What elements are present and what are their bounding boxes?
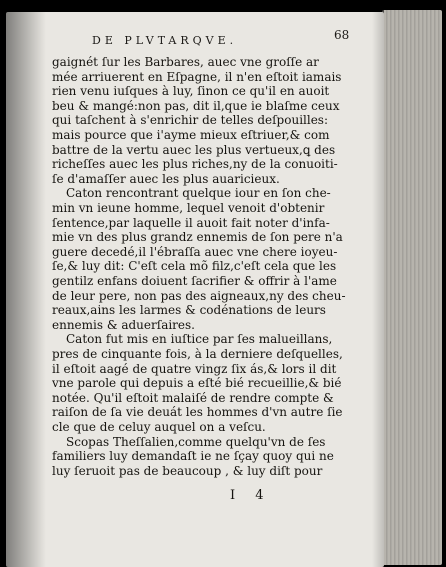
running-head: DE PLVTARQVE. [92, 34, 238, 47]
text-line: Scopas Theſſalien,comme quelqu'vn de ſes [66, 434, 326, 449]
text-line: ſe,& luy dit: C'eſt cela mõ filz,c'eſt cela que les [52, 259, 337, 274]
text-line: qui taſchent à s'enrichir de telles deſpouilles: [52, 113, 329, 128]
page-number: 68 [334, 28, 350, 42]
text-line: vne parole qui depuis a eſté bié recueillie,& bié [52, 376, 342, 391]
text-line: luy ſeruoit pas de beaucoup , & luy diſt pour [52, 463, 323, 478]
text-line: notée. Qu'il eſtoit malaiſé de rendre compte & [52, 390, 334, 405]
text-line: ſentence,par laquelle il auoit fait noter d'infa- [52, 215, 330, 230]
signature-mark: I 4 [230, 488, 272, 503]
text-line: cle que de celuy auquel on a veſcu. [52, 420, 266, 434]
text-line: rien venu iuſques à luy, ſinon ce qu'il en auoit [52, 84, 330, 99]
text-line: richeſſes auec les plus riches,ny de la conuoiti- [52, 157, 338, 172]
text-line: gaignét ſur les Barbares, auec vne groſſe ar [52, 55, 319, 69]
text-line: ennemis & aduerſaires. [52, 317, 195, 332]
gutter-shadow [6, 12, 46, 567]
text-line: battre de la vertu auec les plus vertueux,ꝗ des [52, 142, 336, 157]
text-line: ſe d'amaſſer auec les plus auaricieux. [52, 171, 280, 186]
text-line: mais pource que i'ayme mieux eſtriuer,& com [52, 128, 330, 142]
page-edges [382, 10, 442, 565]
text-line: guere decedé,il l'ébraſſa auec vne chere ioyeu- [52, 244, 338, 259]
text-line: gentilz enfans doiuent ſacrifier & offrir à l'ame [52, 274, 337, 288]
text-line: mie vn des plus grandz ennemis de ſon pere n'a [52, 230, 343, 245]
text-line: beu & mangé:non pas, dit il,que ie blaſme ceux [52, 98, 340, 113]
text-line: familiers luy demandaſt ie ne ſçay quoy qui ne [52, 449, 334, 464]
text-line: de leur pere, non pas des aigneaux,ny des cheu- [52, 288, 346, 303]
text-line: raiſon de ſa vie deuát les hommes d'vn autre ſie [52, 405, 343, 420]
text-line: pres de cinquante fois, à la derniere deſquelles, [52, 347, 343, 361]
text-line: mée arriuerent en Eſpagne, il n'en eſtoit iamais [52, 69, 342, 84]
text-line: reaux,ains les larmes & codénations de leurs [52, 303, 326, 318]
text-line: min vn ieune homme, lequel venoit d'obtenir [52, 201, 325, 215]
text-line: Caton rencontrant quelque iour en ſon che- [66, 186, 331, 201]
text-line: il eſtoit aagé de quatre vingz ſix ás,& lors il dit [52, 361, 337, 376]
text-line: Caton fut mis en iuſtice par ſes malueillans, [66, 332, 333, 347]
